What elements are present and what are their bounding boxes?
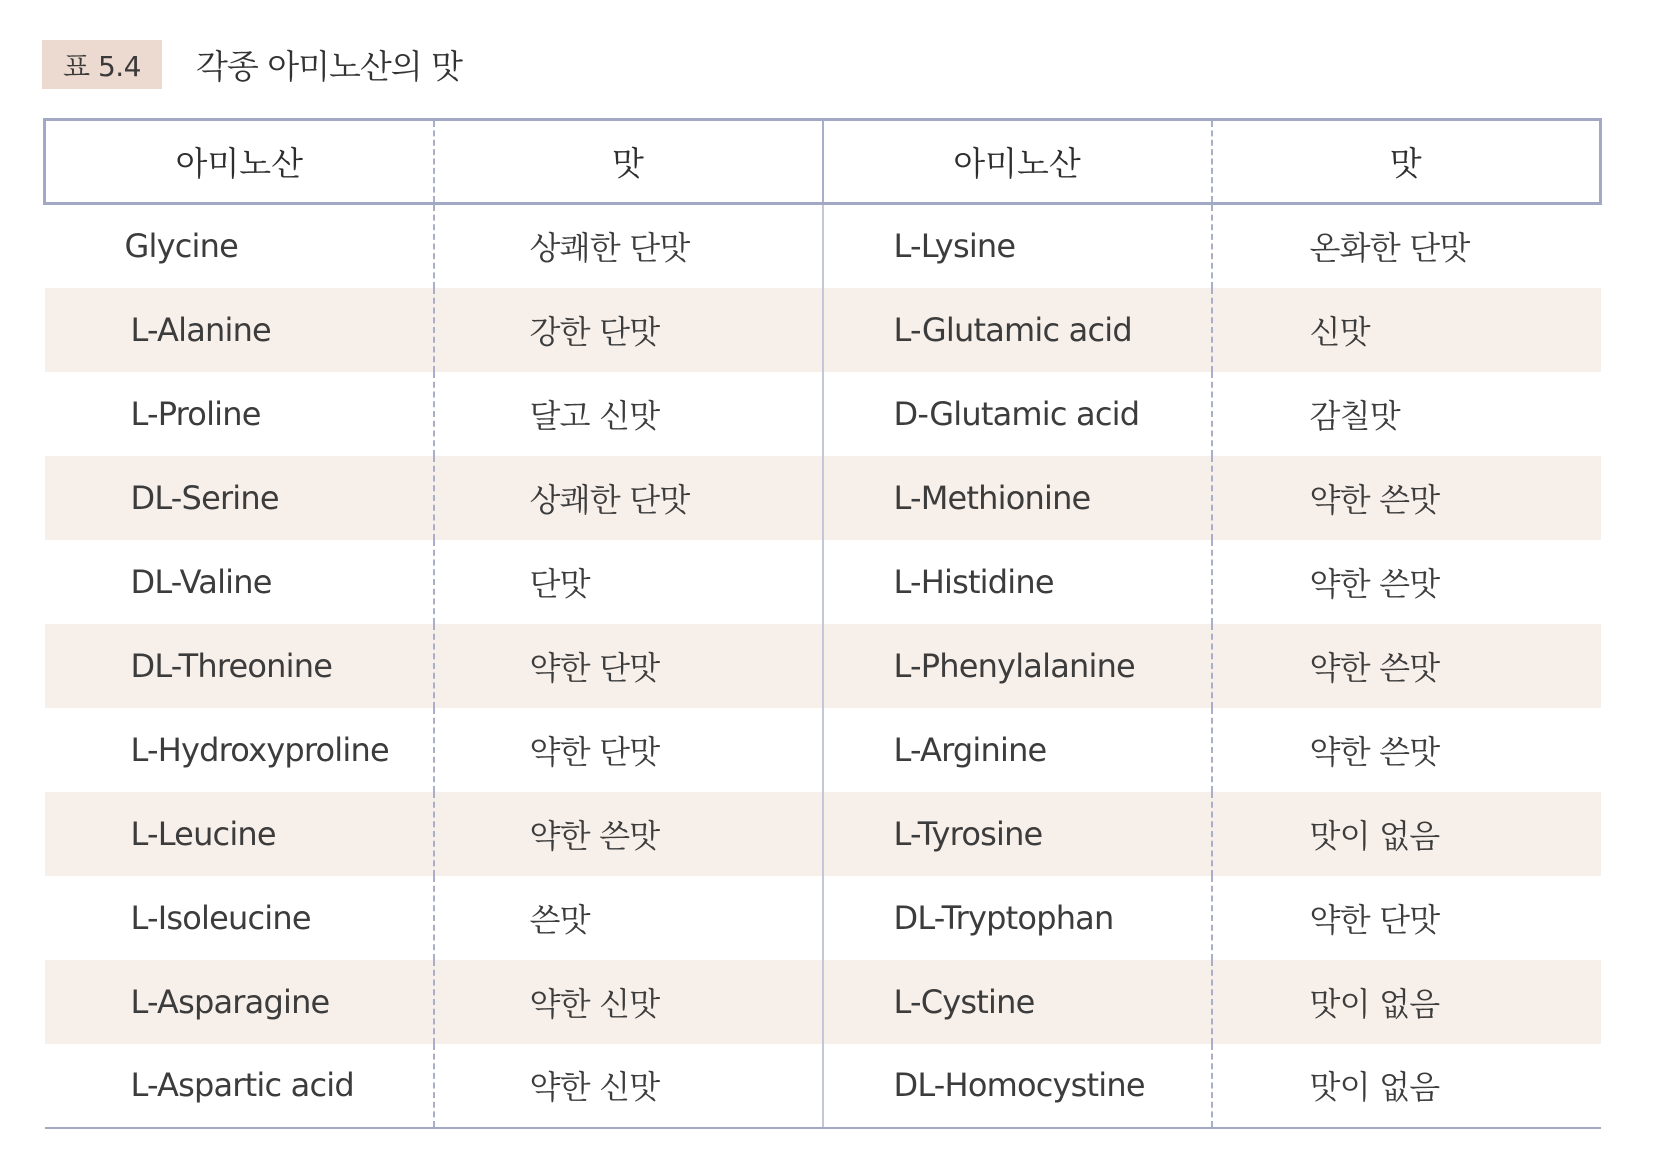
taste-cell: 약한 신맛 — [434, 1044, 823, 1128]
table-row — [45, 288, 1601, 372]
table-row — [45, 456, 1601, 540]
table-row — [45, 792, 1601, 876]
amino-acid-cell: L-Asparagine — [45, 960, 434, 1044]
taste-cell: 쓴맛 — [434, 876, 823, 960]
table-row — [45, 708, 1601, 792]
amino-acid-cell: L-Leucine — [45, 792, 434, 876]
taste-cell: 신맛 — [1309, 312, 1370, 351]
amino-acid-cell: L-Phenylalanine — [823, 624, 1212, 708]
taste-cell: 약한 단맛 — [434, 708, 823, 792]
table-caption — [42, 40, 462, 89]
taste-cell: 강한 단맛 — [434, 288, 823, 372]
amino-acid-cell: D-Glutamic acid — [823, 372, 1212, 456]
amino-acid-cell: L-Hydroxyproline — [45, 708, 434, 792]
taste-cell: 맛이 없음 — [1309, 816, 1440, 855]
amino-acid-cell: DL-Valine — [45, 540, 434, 624]
table-row — [45, 1044, 1601, 1128]
taste-cell: 약한 단맛 — [434, 624, 823, 708]
taste-cell: 달고 신맛 — [434, 372, 823, 456]
taste-cell: 약한 신맛 — [434, 960, 823, 1044]
taste-cell: 약한 쓴맛 — [1309, 648, 1440, 687]
taste-cell: 맛이 없음 — [1212, 1044, 1601, 1128]
amino-acid-cell: L-Proline — [45, 372, 434, 456]
taste-cell: 약한 단맛 — [1309, 900, 1440, 939]
header-row — [45, 120, 1601, 204]
taste-cell: 약한 쓴맛 — [1309, 480, 1440, 519]
table-header — [45, 120, 1601, 204]
amino-acid-cell: Glycine — [45, 204, 434, 288]
taste-cell: 약한 쓴맛 — [1309, 564, 1440, 603]
header-amino-acid-1: 아미노산 — [45, 120, 434, 204]
taste-cell: 약한 쓴맛 — [434, 792, 823, 876]
amino-acid-cell: L-Glutamic acid — [823, 288, 1212, 372]
taste-cell: 온화한 단맛 — [1309, 229, 1470, 268]
taste-cell: 맛이 없음 — [1309, 984, 1440, 1023]
amino-acid-cell: DL-Serine — [45, 456, 434, 540]
table-number-label: 표 5.4 — [42, 40, 162, 89]
table-row — [45, 540, 1601, 624]
header-taste-2: 맛 — [1212, 120, 1601, 204]
taste-table — [43, 118, 1602, 1129]
table-body — [45, 204, 1601, 1128]
amino-acid-cell: L-Histidine — [823, 540, 1212, 624]
taste-cell: 감칠맛 — [1309, 396, 1400, 435]
header-taste-1: 맛 — [434, 120, 823, 204]
table-row — [45, 624, 1601, 708]
taste-cell: 상쾌한 단맛 — [434, 456, 823, 540]
taste-cell: 약한 쓴맛 — [1309, 732, 1440, 771]
table-row — [45, 372, 1601, 456]
amino-acid-cell: L-Cystine — [823, 960, 1212, 1044]
header-amino-acid-2: 아미노산 — [823, 120, 1212, 204]
amino-acid-cell: L-Aspartic acid — [45, 1044, 434, 1128]
amino-acid-cell: L-Isoleucine — [45, 876, 434, 960]
amino-acid-cell: L-Alanine — [45, 288, 434, 372]
amino-acid-cell: L-Tyrosine — [823, 792, 1212, 876]
taste-cell: 단맛 — [434, 540, 823, 624]
table-row — [45, 204, 1601, 288]
amino-acid-cell: DL-Homocystine — [823, 1044, 1212, 1128]
table-row — [45, 960, 1601, 1044]
amino-acid-cell: DL-Tryptophan — [823, 876, 1212, 960]
amino-acid-cell: L-Lysine — [823, 204, 1212, 288]
amino-acid-cell: DL-Threonine — [45, 624, 434, 708]
amino-acid-cell: L-Arginine — [823, 708, 1212, 792]
taste-cell: 상쾌한 단맛 — [434, 204, 823, 288]
table-title: 각종 아미노산의 맛 — [196, 47, 463, 86]
amino-acid-taste-table — [43, 118, 1599, 1129]
amino-acid-cell: L-Methionine — [823, 456, 1212, 540]
table-row — [45, 876, 1601, 960]
